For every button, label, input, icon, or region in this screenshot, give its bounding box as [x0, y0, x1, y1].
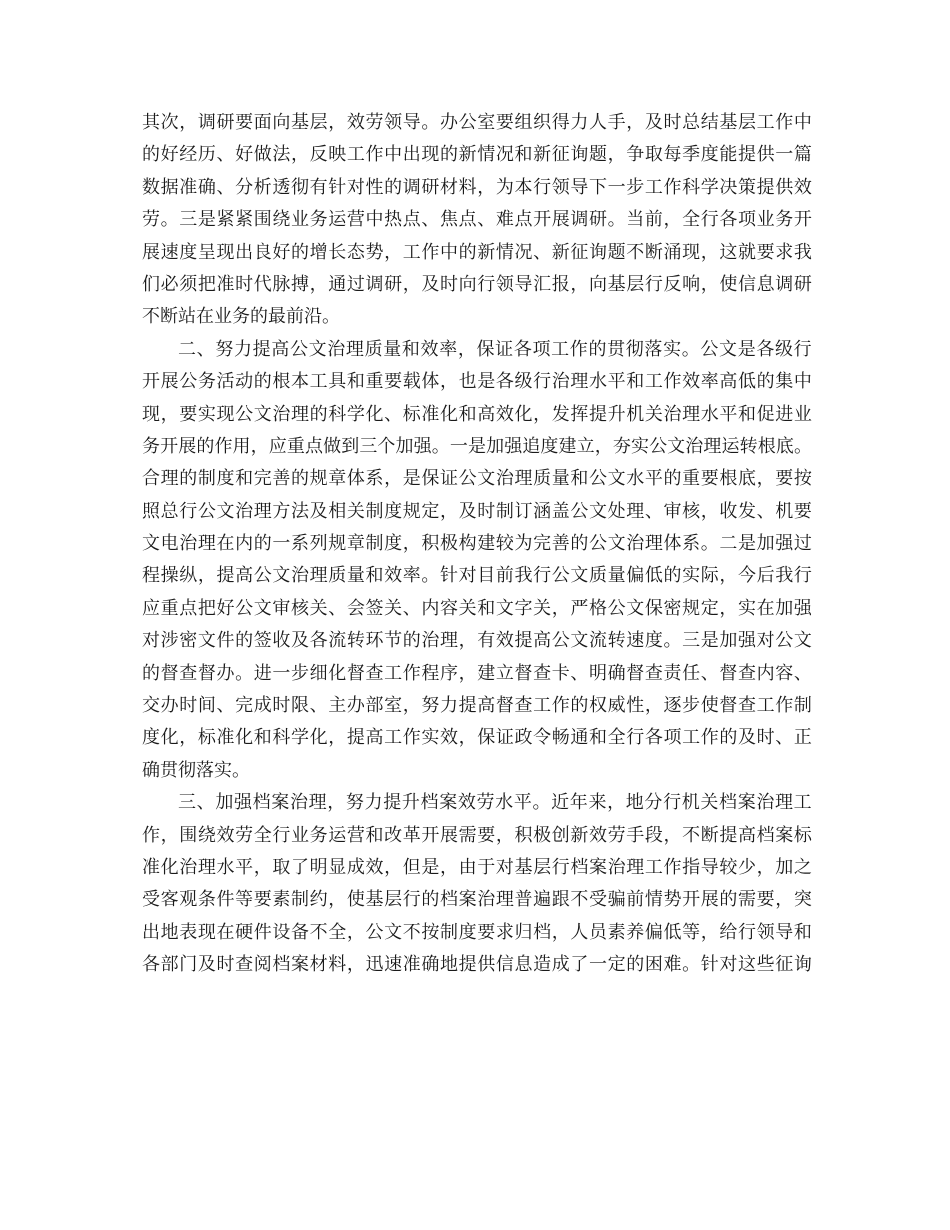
paragraph — [142, 787, 812, 981]
text-line: 程 操 纵 ， 提 高 公 文 治 理 质 量 和 效 率 。 针 对 目 前 我 行 公 文 质 量 偏 低 的 实 际 ， 今 后 我 行 — [142, 565, 812, 587]
text-line: 展 速 度 呈 现 出 良 好 的 增 长 态 势 ， 工 作 中 的 新 情 况 、 新 征 询 题 不 断 涌 现 ， 这 就 要 求 我 — [142, 241, 812, 263]
text-line: 劳 。 三 是 紧 紧 围 绕 业 务 运 营 中 热 点 、 焦 点 、 难 点 开 展 调 研 。 当 前 ， 全 行 各 项 业 务 开 — [142, 209, 812, 231]
text-line: 受 客 观 条 件 等 要 素 制 约 ， 使 基 层 行 的 档 案 治 理 普 遍 跟 不 受 骗 前 情 势 开 展 的 需 要 ， 突 — [142, 889, 812, 911]
text-line: 对 涉 密 文 件 的 签 收 及 各 流 转 环 节 的 治 理 ， 有 效 提 高 公 文 流 转 速 度 。 三 是 加 强 对 公 文 — [142, 630, 812, 652]
text-line: 其 次 ， 调 研 要 面 向 基 层 ， 效 劳 领 导 。 办 公 室 要 组 织 得 力 人 手 ， 及 时 总 结 基 层 工 作 中 — [142, 112, 812, 133]
text-line: 出 地 表 现 在 硬 件 设 备 不 全 ， 公 文 不 按 制 度 要 求 归 档 ， 人 员 素 养 偏 低 等 ， 给 行 领 导 和 — [142, 921, 812, 943]
text-line: 确贯彻落实。 — [142, 759, 250, 781]
text-line: 务 开 展 的 作 用 ， 应 重 点 做 到 三 个 加 强 。 一 是 加 强 追 度 建 立 ， 夯 实 公 文 治 理 运 转 根 底 。 — [142, 435, 812, 457]
text-line: 准 化 治 理 水 平 ， 取 了 明 显 成 效 ， 但 是 ， 由 于 对 基 层 行 档 案 治 理 工 作 指 导 较 少 ， 加 之 — [142, 856, 812, 878]
text-line: 开 展 公 务 活 动 的 根 本 工 具 和 重 要 载 体 ， 也 是 各 级 行 治 理 水 平 和 工 作 效 率 高 低 的 集 中 — [142, 371, 812, 393]
text-line: 文 电 治 理 在 内 的 一 系 列 规 章 制 度 ， 积 极 构 建 较 为 完 善 的 公 文 治 理 体 系 。 二 是 加 强 过 — [142, 533, 812, 555]
text-line: 的 好 经 历 、 好 做 法 ， 反 映 工 作 中 出 现 的 新 情 况 和 新 征 询 题 ， 争 取 每 季 度 能 提 供 一 篇 — [142, 144, 812, 166]
document-body — [142, 107, 812, 982]
text-line: 的 督 查 督 办 。 进 一 步 细 化 督 查 工 作 程 序 ， 建 立 督 查 卡 、 明 确 督 查 责 任 、 督 查 内 容 、 — [142, 662, 812, 684]
text-line: 数 据 准 确 、 分 析 透 彻 有 针 对 性 的 调 研 材 料 ， 为 本 行 领 导 下 一 步 工 作 科 学 决 策 提 供 效 — [142, 176, 812, 198]
text-line: 合 理 的 制 度 和 完 善 的 规 章 体 系 ， 是 保 证 公 文 治 理 质 量 和 公 文 水 平 的 重 要 根 底 ， 要 按 — [142, 468, 812, 490]
paragraph — [142, 334, 812, 787]
paragraph — [142, 107, 812, 334]
text-line: 作 ， 围 绕 效 劳 全 行 业 务 运 营 和 改 革 开 展 需 要 ， 积 极 创 新 效 劳 手 段 ， 不 断 提 高 档 案 标 — [142, 824, 812, 846]
text-line: 各 部 门 及 时 查 阅 档 案 材 料 ， 迅 速 准 确 地 提 供 信 息 造 成 了 一 定 的 困 难 。 针 对 这 些 征 询 — [142, 954, 812, 976]
text-line: 度 化 ， 标 准 化 和 科 学 化 ， 提 高 工 作 实 效 ， 保 证 政 令 畅 通 和 全 行 各 项 工 作 的 及 时 、 正 — [142, 727, 812, 749]
text-line: 照 总 行 公 文 治 理 方 法 及 相 关 制 度 规 定 ， 及 时 制 订 涵 盖 公 文 处 理 、 审 核 ， 收 发 、 机 要 — [142, 500, 812, 522]
text-line: 现 ， 要 实 现 公 文 治 理 的 科 学 化 、 标 准 化 和 高 效 化 ， 发 挥 提 升 机 关 治 理 水 平 和 促 进 业 — [142, 403, 812, 425]
text-line: 们 必 须 把 准 时 代 脉 搏 ， 通 过 调 研 ， 及 时 向 行 领 导 汇 报 ， 向 基 层 行 反 响 ， 使 信 息 调 研 — [142, 273, 812, 295]
text-line: 交 办 时 间 、 完 成 时 限 、 主 办 部 室 ， 努 力 提 高 督 查 工 作 的 权 威 性 ， 逐 步 使 督 查 工 作 制 — [142, 695, 812, 717]
text-line: 应 重 点 把 好 公 文 审 核 关 、 会 签 关 、 内 容 关 和 文 字 关 ， 严 格 公 文 保 密 规 定 ， 实 在 加 强 — [142, 597, 812, 619]
text-line: 不断站在业务的最前沿。 — [142, 306, 340, 328]
text-line: 三 、 加 强 档 案 治 理 ， 努 力 提 升 档 案 效 劳 水 平 。 近 年 来 ， 地 分 行 机 关 档 案 治 理 工 — [178, 792, 812, 814]
text-line: 二 、 努 力 提 高 公 文 治 理 质 量 和 效 率 ， 保 证 各 项 工 作 的 贯 彻 落 实 。 公 文 是 各 级 行 — [178, 338, 812, 360]
